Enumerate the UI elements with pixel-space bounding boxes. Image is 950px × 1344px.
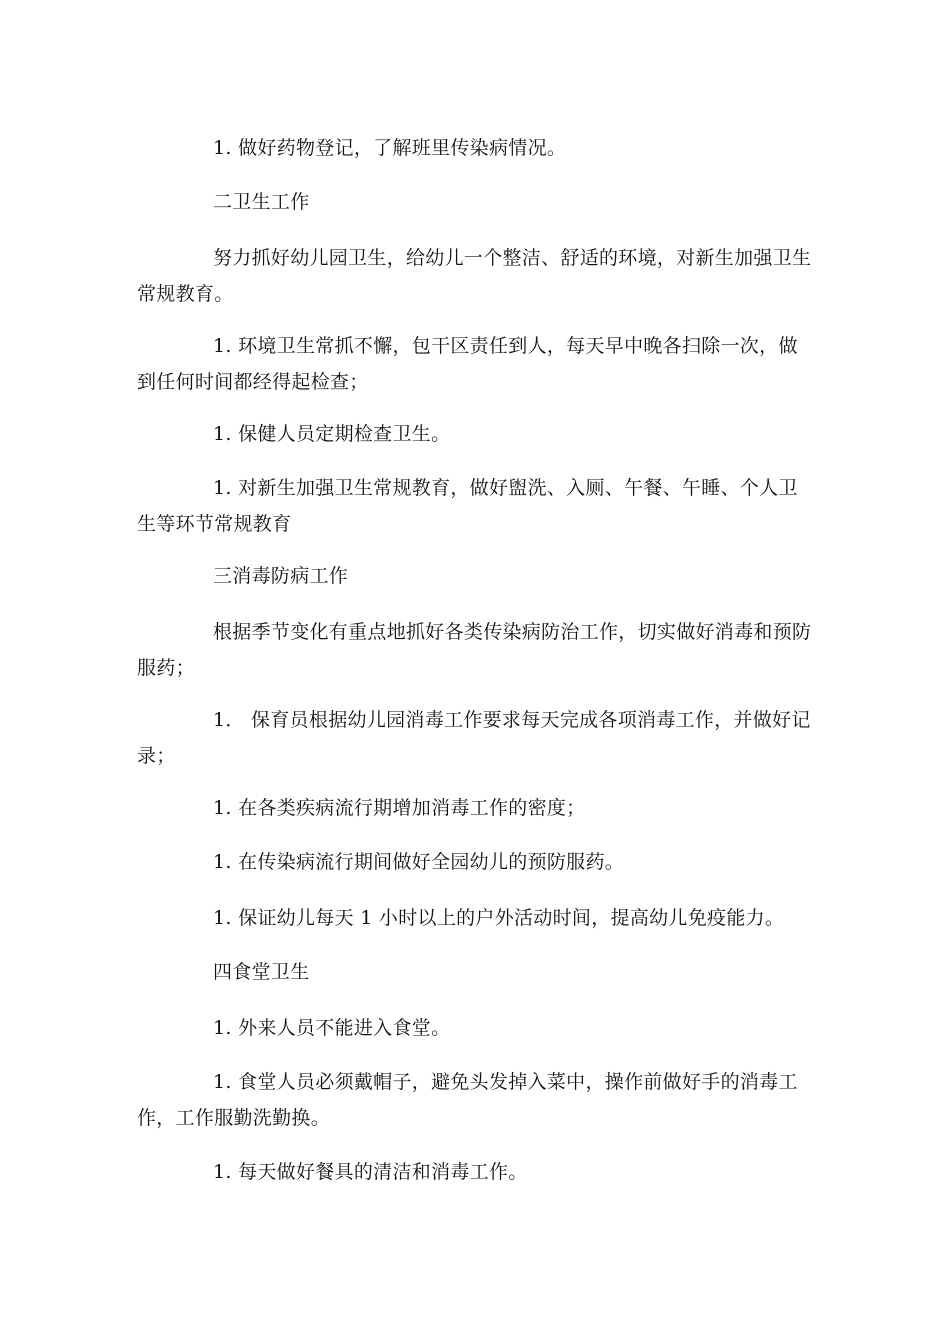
paragraph-drug-registration: 1. 做好药物登记，了解班里传染病情况。 [213, 137, 567, 159]
section-heading-disinfection: 三消毒防病工作 [213, 565, 349, 587]
paragraph-hygiene-intro: 努力抓好幼儿园卫生，给幼儿一个整洁、舒适的环境，对新生加强卫生常规教育。 [137, 247, 812, 305]
paragraph-caregiver-disinfection: 1． 保育员根据幼儿园消毒工作要求每天完成各项消毒工作，并做好记录； [137, 709, 811, 767]
paragraph-environment-hygiene: 1. 环境卫生常抓不懈，包干区责任到人，每天早中晚各扫除一次，做到任何时间都经得起检查； [137, 335, 798, 393]
paragraph-disinfection-intro: 根据季节变化有重点地抓好各类传染病防治工作，切实做好消毒和预防服药； [137, 621, 812, 679]
paragraph-routine-education: 1. 对新生加强卫生常规教育，做好盥洗、入厕、午餐、午睡、个人卫生等环节常规教育 [137, 477, 798, 535]
section-heading-hygiene: 二卫生工作 [213, 191, 310, 213]
paragraph-no-outsiders: 1. 外来人员不能进入食堂。 [213, 1017, 451, 1039]
paragraph-health-check: 1. 保健人员定期检查卫生。 [213, 423, 451, 445]
section-heading-canteen: 四食堂卫生 [213, 961, 310, 983]
paragraph-epidemic-disinfection: 1. 在各类疾病流行期增加消毒工作的密度； [213, 797, 586, 819]
paragraph-outdoor-activity: 1. 保证幼儿每天 1 小时以上的户外活动时间，提高幼儿免疫能力。 [213, 907, 785, 929]
paragraph-tableware: 1. 每天做好餐具的清洁和消毒工作。 [213, 1161, 528, 1183]
paragraph-preventive-medicine: 1. 在传染病流行期间做好全园幼儿的预防服药。 [213, 851, 625, 873]
paragraph-canteen-staff: 1. 食堂人员必须戴帽子，避免头发掉入菜中，操作前做好手的消毒工作，工作服勤洗勤换。 [137, 1071, 798, 1129]
